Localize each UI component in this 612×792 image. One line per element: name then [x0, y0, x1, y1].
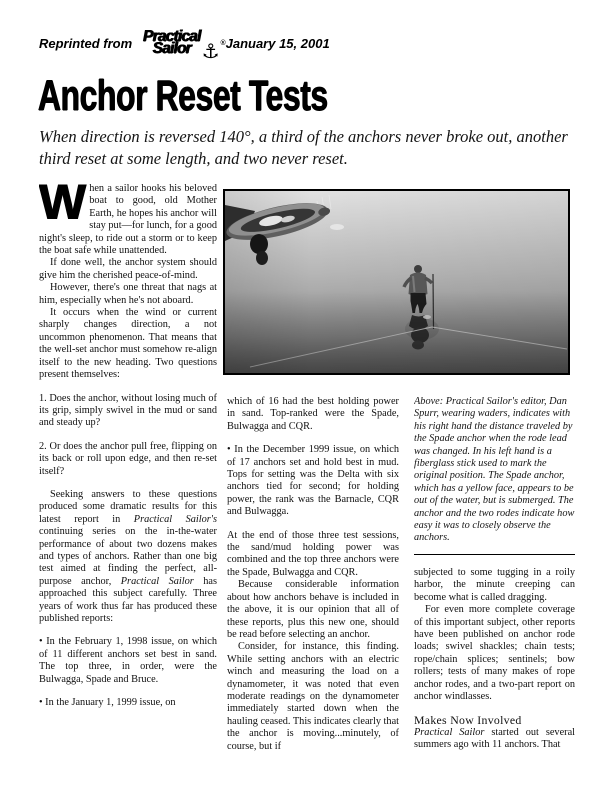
- logo-word-practical: Practical: [143, 28, 201, 45]
- photo-illustration: [225, 191, 568, 373]
- paragraph: Practical Sailor started out several summers ago with 11 anchors. That: [414, 726, 575, 751]
- reprinted-from-label: Reprinted from: [39, 36, 133, 51]
- issue-date: January 15, 2001: [225, 36, 330, 51]
- article-title: Anchor Reset Tests: [38, 72, 328, 120]
- paragraph: • In the January 1, 1999 issue, on: [39, 697, 176, 709]
- paragraph: However, there's one threat that nags at him, especially when he's not aboard.: [39, 282, 217, 306]
- section-subhead: Makes Now Involved: [414, 713, 522, 728]
- paragraph: At the end of those three test sessions, the sand/mud holding power was combined and the top three anchors were the Spade, Bulwagga and CQR.: [227, 529, 399, 578]
- bow-splash: [330, 224, 344, 230]
- paragraph: It occurs when the wind or current sharply changes direction, a not uncommon phenomenon. That means that the well-set anchor must somehow re-align itself to the new heading. Two questions present themselves:: [39, 307, 217, 381]
- registered-trademark-mark: ®: [220, 40, 226, 47]
- test-site-photo: [223, 189, 570, 375]
- practical-sailor-logo: [141, 28, 226, 63]
- paragraph: Because considerable information about how anchors behave is included in the above, it is our opinion that all of these reports, plus this new one, should be read before selecting an anchor.: [227, 579, 399, 640]
- person-head: [414, 265, 422, 273]
- article-deck: When direction is reversed 140°, a third of the anchors never broke out, another third reset at some length, and two never reset.: [39, 127, 568, 168]
- paragraph: • In the December 1999 issue, on which of 17 anchors set and hold best in mud. Tops for setting was the Delta with six anchors tied for second; for holding power, the rank was the Barnacle, CQR and Bulwagga.: [227, 444, 399, 518]
- logo-word-sailor: Sailor: [152, 40, 192, 57]
- paragraph: 1. Does the anchor, without losing much of its grip, simply swivel in the mud or sand and steady up?: [39, 392, 217, 429]
- body-column-1: [39, 183, 217, 765]
- paragraph: If done well, the anchor system should give him the cherished peace-of-mind.: [39, 257, 217, 281]
- paragraph: 2. Or does the anchor pull free, flipping on its back or roll upon edge, and then re-set itself?: [39, 440, 217, 477]
- paragraph: For even more complete coverage of this important subject, other reports have been published on anchor rode loads; swivel shackles; chain tests; rope/chain splices; sentinels; bow rollers; tests of many makes of rope anchor rodes, and a two-part report on anchor windlasses.: [414, 604, 575, 702]
- paragraph: Seeking answers to these questions produced some dramatic results for this latest report in Practical Sailor's continuing series on the in-the-water performance of about two dozens makes and types of anchors. Rather than one big test aimed at finding the perfect, all-purpose anchor, Practical Sailor has approached this subject carefully. Three years of work thus far has produced these published reports:: [39, 488, 217, 624]
- bottom-vignette: [225, 291, 568, 373]
- body-column-2: [227, 396, 399, 770]
- reprint-header: [39, 28, 330, 63]
- column-3-body: [414, 567, 575, 752]
- body-column-3: [414, 396, 575, 778]
- paragraph: • In the February 1, 1998 issue, on which of 11 different anchors set best in sand. The top three, in order, were the Bulwagga, Spade and Bruce.: [39, 636, 217, 685]
- caption-divider: [414, 554, 575, 555]
- photo-caption: Above: Practical Sailor's editor, Dan Spurr, wearing waders, indicates with his right hand the distance traveled by the Spade anchor when the rode lead was changed. In his left hand is a fiberglass stick used to mark the original position. The Spade anchor, which has a yellow face, appears to be out of the water, but is submerged. The anchor and the two rodes indicate how easy it was to closely observe the anchors.: [414, 396, 575, 544]
- paragraph: which of 16 had the best holding power in sand. Top-ranked were the Spade, Bulwagga and CQR.: [227, 396, 399, 432]
- paragraph: When a sailor hooks his beloved boat to good, old Mother Earth, he hopes his anchor will stay put—for lunch, for a good night's sleep, to ride out a storm or to keep the boat safe while unattended.: [39, 183, 217, 257]
- paragraph: Consider, for instance, this finding. While setting anchors with an electric winch and measuring the load on a dynamometer, it was noted that even moderate readings on the dynamometer immediately started down when the hauling ceased. This indicates clearly that the anchor is moving...minutely, of course, but if: [227, 641, 399, 752]
- paragraph: subjected to some tugging in a roily harbor, the minute creeping can become what is called dragging.: [414, 566, 575, 603]
- anchor-icon: ⚓: [201, 39, 220, 63]
- drop-cap: W: [39, 183, 85, 230]
- outboard-motor: [250, 234, 268, 254]
